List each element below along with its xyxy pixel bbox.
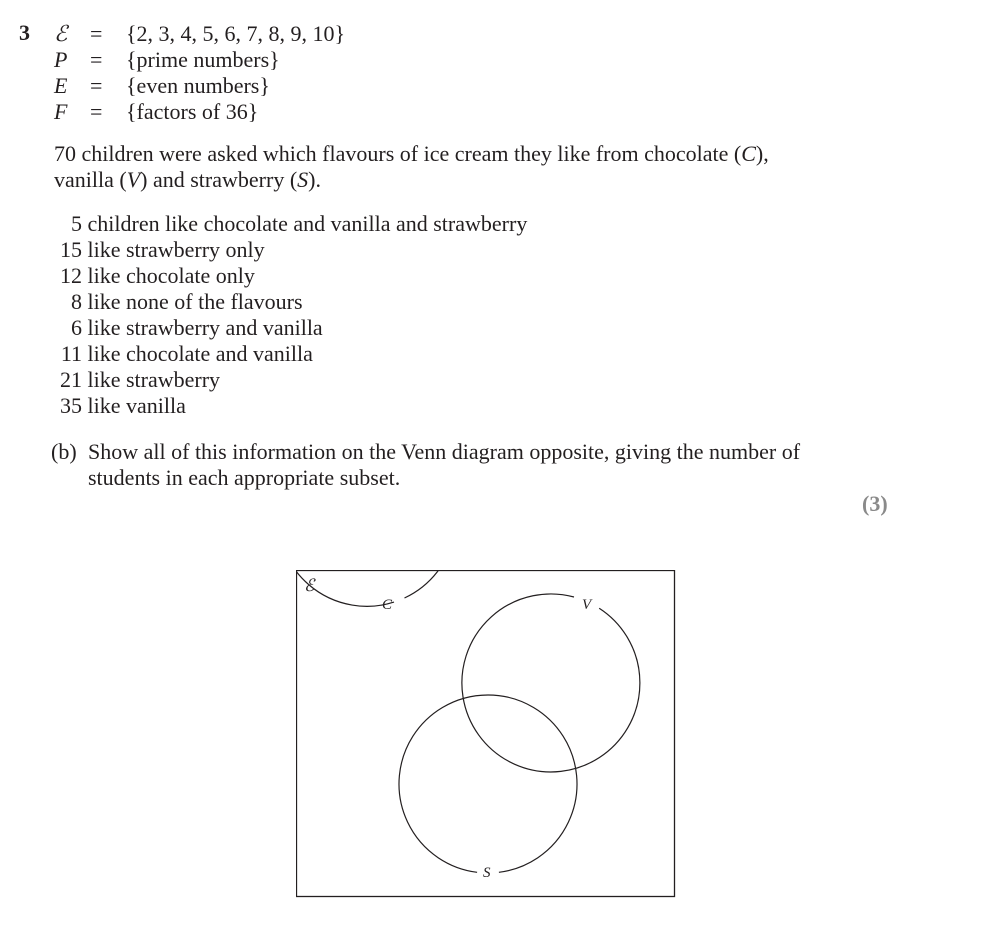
fact-count: 15 — [60, 237, 82, 262]
fact-row — [54, 211, 527, 237]
fact-text: like strawberry and vanilla — [87, 315, 323, 340]
fact-text: like strawberry — [87, 367, 221, 392]
set-c-symbol: C — [741, 141, 756, 166]
fact-row — [54, 263, 527, 289]
fact-text: like chocolate and vanilla — [87, 341, 313, 366]
fact-count: 6 — [71, 315, 82, 340]
circle-v — [462, 594, 640, 772]
set-symbol: P — [54, 47, 68, 72]
fact-row — [54, 341, 527, 367]
fact-row — [54, 393, 527, 419]
venn-diagram[interactable] — [296, 570, 676, 900]
intro-paragraph — [54, 141, 834, 193]
fact-text: like chocolate only — [87, 263, 255, 288]
intro-line-2 — [54, 167, 834, 193]
fact-count: 8 — [71, 289, 82, 314]
question-number: 3 — [19, 20, 30, 45]
universal-set-box — [297, 571, 675, 897]
intro-text: vanilla ( — [54, 167, 127, 192]
fact-count: 11 — [60, 341, 82, 366]
fact-count: 12 — [60, 263, 82, 288]
intro-text: ). — [308, 167, 321, 192]
set-symbol: F — [54, 99, 68, 124]
fact-text: like strawberry only — [87, 237, 265, 262]
intro-text: ) and strawberry ( — [140, 167, 298, 192]
intro-line-1 — [54, 141, 834, 167]
set-value: {even numbers} — [126, 73, 270, 98]
fact-count: 5 — [71, 211, 82, 236]
fact-text: like vanilla — [87, 393, 186, 418]
intro-text: 70 children were asked which flavours of ice cream they like from chocolate ( — [54, 141, 742, 166]
set-v-symbol: V — [126, 167, 141, 192]
circle-c — [296, 570, 456, 606]
set-symbol: ℰ — [54, 21, 68, 46]
circle-s-label: S — [483, 865, 491, 881]
circle-s — [399, 695, 577, 872]
universal-set-label: ℰ — [304, 576, 315, 595]
fact-count: 21 — [60, 367, 82, 392]
fact-count: 35 — [60, 393, 82, 418]
fact-row — [54, 289, 527, 315]
facts-list — [54, 211, 527, 419]
intro-text: ), — [755, 141, 769, 166]
set-symbol: E — [54, 73, 68, 98]
equals-sign: = — [90, 47, 103, 72]
fact-row — [54, 237, 527, 263]
set-value: {2, 3, 4, 5, 6, 7, 8, 9, 10} — [126, 21, 346, 46]
fact-row — [54, 367, 527, 393]
fact-row — [54, 315, 527, 341]
marks-indicator: (3) — [862, 491, 888, 516]
circle-v-label: V — [582, 597, 592, 613]
instruction-line-1: Show all of this information on the Venn diagram opposite, giving the number of — [88, 439, 801, 464]
equals-sign: = — [90, 21, 103, 46]
part-label: (b) — [51, 439, 77, 464]
set-s-symbol: S — [297, 167, 309, 192]
equals-sign: = — [90, 73, 103, 98]
fact-text: like none of the flavours — [87, 289, 303, 314]
instruction-line-2: students in each appropriate subset. — [88, 465, 401, 490]
part-b-instruction — [88, 439, 848, 491]
fact-text: children like chocolate and vanilla and strawberry — [87, 211, 528, 236]
equals-sign: = — [90, 99, 103, 124]
set-value: {factors of 36} — [126, 99, 259, 124]
set-value: {prime numbers} — [126, 47, 280, 72]
circle-c-label: C — [382, 597, 393, 613]
